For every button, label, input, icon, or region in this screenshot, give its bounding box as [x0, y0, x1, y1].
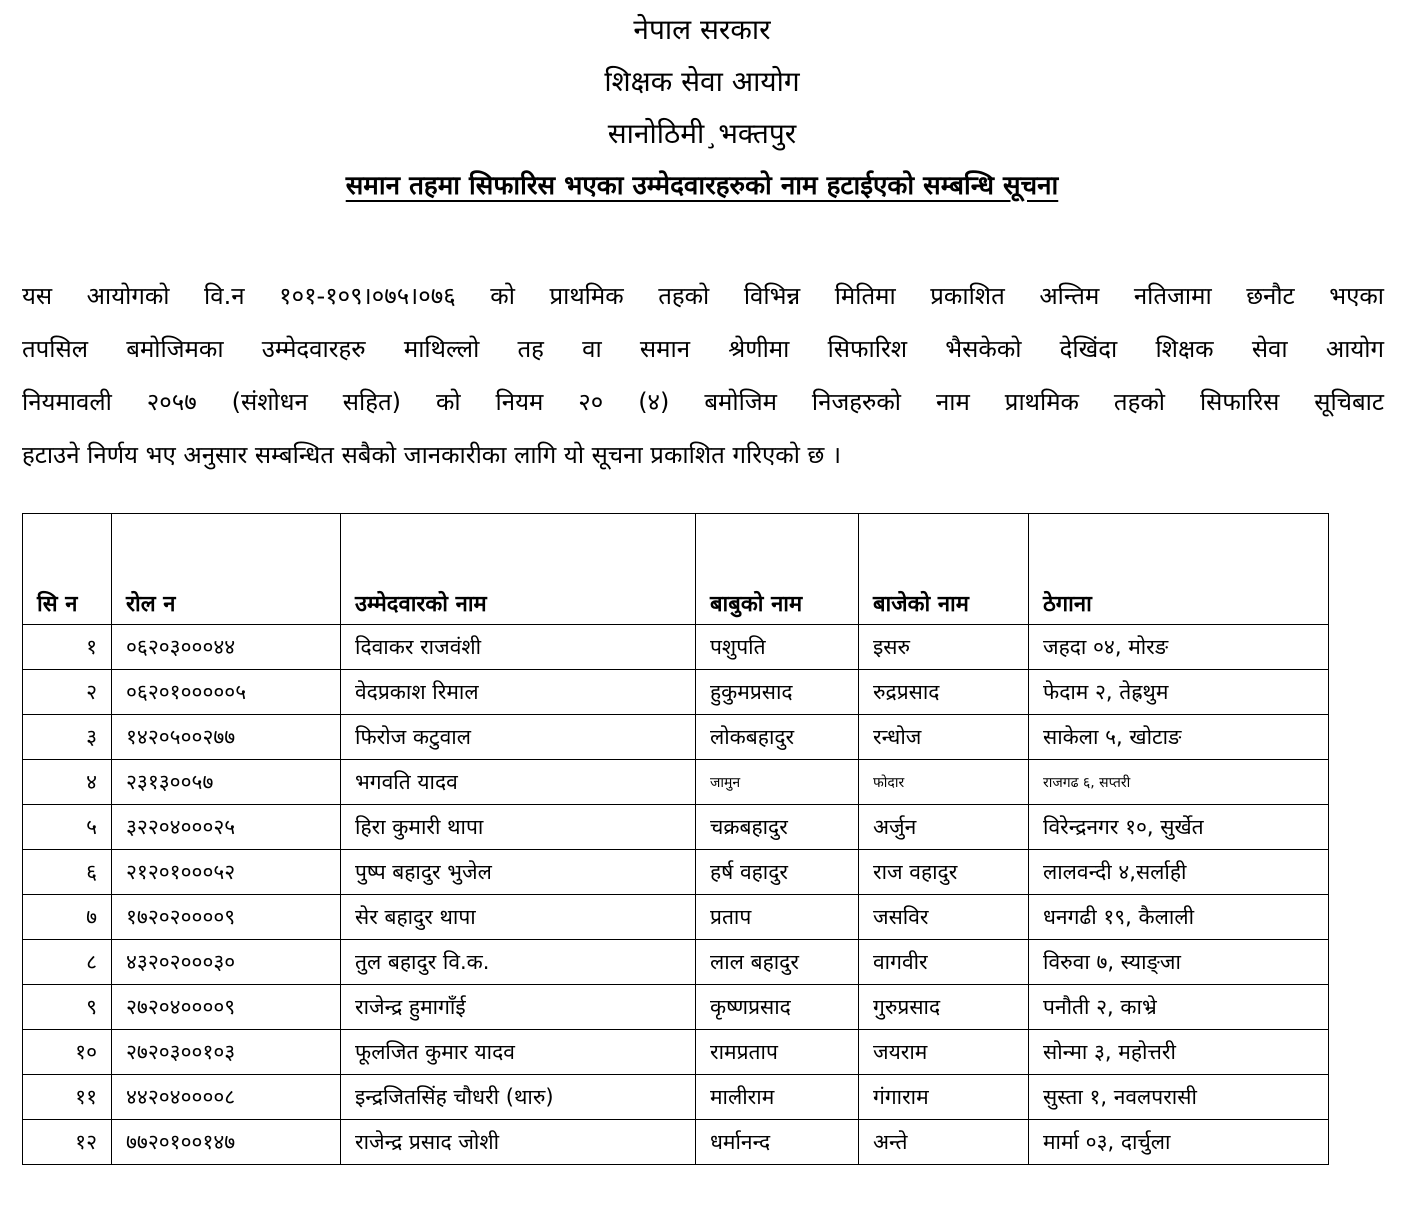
cell-address: फेदाम २, तेह्रथुम [1029, 670, 1329, 715]
cell-name: फिरोज कटुवाल [341, 715, 696, 760]
notice-line-1: यस आयोगको वि.न १०१-१०९।०७५।०७६ को प्राथमिक तहको विभिन्न मितिमा प्रकाशित अन्तिम नतिजामा छनौट भएका [22, 282, 1384, 310]
cell-father: हर्ष वहादुर [696, 850, 859, 895]
notice-title: समान तहमा सिफारिस भएका उम्मेदवारहरुको नाम हटाईएको सम्बन्धि सूचना [345, 171, 1059, 201]
cell-name: दिवाकर राजवंशी [341, 625, 696, 670]
table-row [23, 1030, 1329, 1075]
cell-sn: ७ [23, 895, 112, 940]
header-location: सानोठिमी¸भक्तपुर [607, 117, 797, 150]
cell-address: लालवन्दी ४,सर्लाही [1029, 850, 1329, 895]
cell-name: हिरा कुमारी थापा [341, 805, 696, 850]
cell-name: फूलजित कुमार यादव [341, 1030, 696, 1075]
cell-name: सेर बहादुर थापा [341, 895, 696, 940]
table-row [23, 940, 1329, 985]
cell-grandfather: रुद्रप्रसाद [859, 670, 1029, 715]
cell-address: पनौती २, काभ्रे [1029, 985, 1329, 1030]
cell-grandfather: अर्जुन [859, 805, 1029, 850]
cell-sn: ६ [23, 850, 112, 895]
cell-father: पशुपति [696, 625, 859, 670]
header-father: बाबुको नाम [696, 514, 859, 625]
cell-sn: १ [23, 625, 112, 670]
cell-sn: २ [23, 670, 112, 715]
cell-name: राजेन्द्र हुमागाँई [341, 985, 696, 1030]
cell-sn: १२ [23, 1120, 112, 1165]
cell-grandfather: गुरुप्रसाद [859, 985, 1029, 1030]
notice-line-3: नियमावली २०५७ (संशोधन सहित) को नियम २० (४) बमोजिम निजहरुको नाम प्राथमिक तहको सिफारिस सूचिबाट [22, 388, 1384, 416]
cell-sn: ११ [23, 1075, 112, 1120]
header-sn: सि न [23, 514, 112, 625]
cell-roll: २३१३००५७ [112, 760, 341, 805]
notice-line-4: हटाउने निर्णय भए अनुसार सम्बन्धित सबैको जानकारीका लागि यो सूचना प्रकाशित गरिएको छ । [22, 441, 842, 469]
header-address: ठेगाना [1029, 514, 1329, 625]
cell-grandfather: राज वहादुर [859, 850, 1029, 895]
cell-name: राजेन्द्र प्रसाद जोशी [341, 1120, 696, 1165]
cell-address: मार्मा ०३, दार्चुला [1029, 1120, 1329, 1165]
header-name: उम्मेदवारको नाम [341, 514, 696, 625]
cell-sn: ४ [23, 760, 112, 805]
table-row [23, 1075, 1329, 1120]
cell-address: विरुवा ७, स्याङ्जा [1029, 940, 1329, 985]
cell-father: लोकबहादुर [696, 715, 859, 760]
table-row [23, 895, 1329, 940]
cell-roll: ३२२०४०००२५ [112, 805, 341, 850]
cell-name: भगवति यादव [341, 760, 696, 805]
cell-father: कृष्णप्रसाद [696, 985, 859, 1030]
cell-grandfather: इसरु [859, 625, 1029, 670]
cell-address: विरेन्द्रनगर १०, सुर्खेत [1029, 805, 1329, 850]
cell-roll: ७७२०१००१४७ [112, 1120, 341, 1165]
cell-grandfather: अन्ते [859, 1120, 1029, 1165]
table-row [23, 625, 1329, 670]
cell-father: हुकुमप्रसाद [696, 670, 859, 715]
cell-father: चक्रबहादुर [696, 805, 859, 850]
cell-name: वेदप्रकाश रिमाल [341, 670, 696, 715]
cell-roll: २१२०१०००५२ [112, 850, 341, 895]
cell-address: सोन्मा ३, महोत्तरी [1029, 1030, 1329, 1075]
table-row [23, 715, 1329, 760]
table-row [23, 760, 1329, 805]
cell-sn: ३ [23, 715, 112, 760]
cell-address: साकेला ५, खोटाङ [1029, 715, 1329, 760]
header-commission: शिक्षक सेवा आयोग [604, 65, 800, 98]
cell-father: लाल बहादुर [696, 940, 859, 985]
cell-roll: २७२०४००००९ [112, 985, 341, 1030]
candidates-table [22, 513, 1329, 1165]
cell-grandfather: वागवीर [859, 940, 1029, 985]
cell-grandfather: गंगाराम [859, 1075, 1029, 1120]
cell-roll: १४२०५००२७७ [112, 715, 341, 760]
cell-address: राजगढ ६, सप्तरी [1029, 760, 1329, 805]
cell-sn: ५ [23, 805, 112, 850]
table-header-row [23, 514, 1329, 625]
cell-grandfather: फोदार [859, 760, 1029, 805]
cell-grandfather: जसविर [859, 895, 1029, 940]
table-row [23, 670, 1329, 715]
header-roll: रोल न [112, 514, 341, 625]
cell-father: जामुन [696, 760, 859, 805]
cell-grandfather: रन्धोज [859, 715, 1029, 760]
table-row [23, 985, 1329, 1030]
cell-roll: ४४२०४००००८ [112, 1075, 341, 1120]
cell-father: रामप्रताप [696, 1030, 859, 1075]
notice-paragraph [22, 270, 1384, 482]
cell-name: तुल बहादुर वि.क. [341, 940, 696, 985]
cell-address: सुस्ता १, नवलपरासी [1029, 1075, 1329, 1120]
cell-roll: २७२०३००१०३ [112, 1030, 341, 1075]
table-row [23, 805, 1329, 850]
table-row [23, 1120, 1329, 1165]
cell-sn: ८ [23, 940, 112, 985]
cell-roll: १७२०२००००९ [112, 895, 341, 940]
cell-grandfather: जयराम [859, 1030, 1029, 1075]
cell-sn: १० [23, 1030, 112, 1075]
header-grandfather: बाजेको नाम [859, 514, 1029, 625]
cell-address: धनगढी १९, कैलाली [1029, 895, 1329, 940]
cell-roll: ०६२०१०००००५ [112, 670, 341, 715]
cell-sn: ९ [23, 985, 112, 1030]
cell-roll: ४३२०२०००३० [112, 940, 341, 985]
cell-name: पुष्प बहादुर भुजेल [341, 850, 696, 895]
cell-roll: ०६२०३०००४४ [112, 625, 341, 670]
cell-address: जहदा ०४, मोरङ [1029, 625, 1329, 670]
cell-father: धर्मानन्द [696, 1120, 859, 1165]
notice-line-2: तपसिल बमोजिमका उम्मेदवारहरु माथिल्लो तह वा समान श्रेणीमा सिफारिश भैसकेको देखिंदा शिक्षक सेवा आयोग [22, 335, 1384, 363]
cell-name: इन्द्रजितसिंह चौधरी (थारु) [341, 1075, 696, 1120]
cell-father: मालीराम [696, 1075, 859, 1120]
header-government: नेपाल सरकार [633, 13, 771, 46]
table-row [23, 850, 1329, 895]
cell-father: प्रताप [696, 895, 859, 940]
